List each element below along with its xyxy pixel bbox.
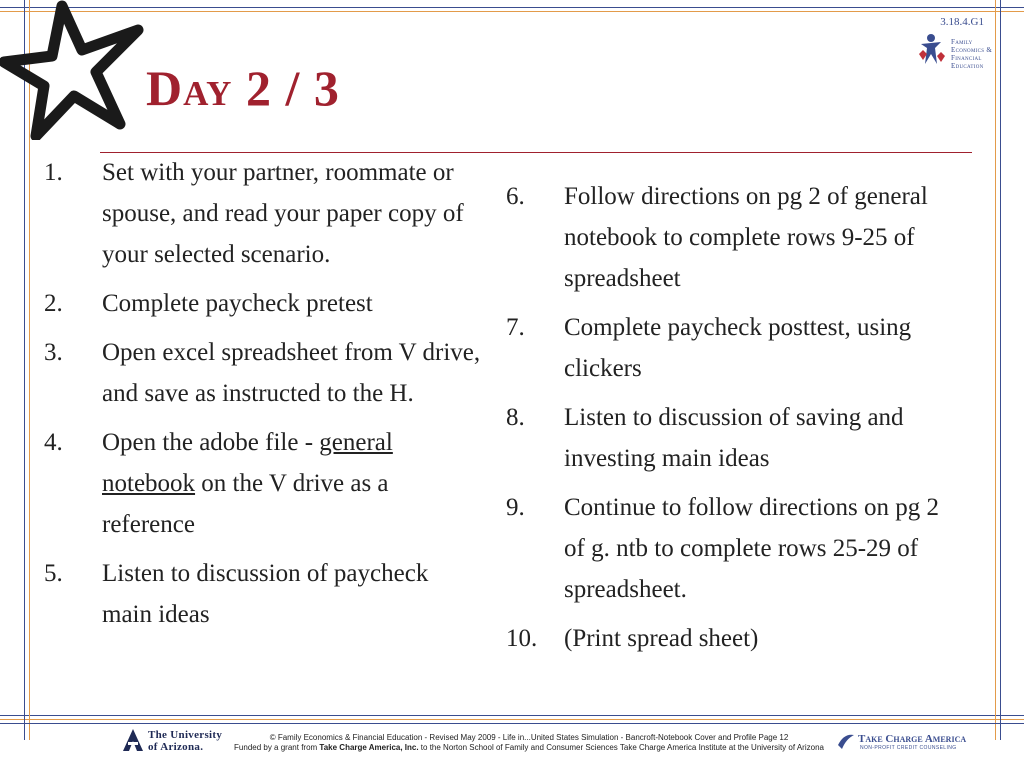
arizona-a-icon (122, 728, 144, 752)
item-number: 2. (44, 290, 63, 317)
ua-logo-line-1: The University (148, 729, 223, 741)
frame-line-bottom (0, 715, 1024, 716)
list-item (44, 422, 484, 545)
footer-text (232, 733, 826, 753)
list-item (44, 553, 484, 635)
fefe-line-1: Family (951, 38, 973, 46)
list-item (506, 487, 946, 610)
item-number: 4. (44, 429, 63, 456)
item-number: 7. (506, 314, 525, 341)
fefe-figure-icon (917, 32, 949, 68)
fefe-line-4: Education (951, 62, 984, 70)
tca-name: Take Charge America (858, 733, 967, 745)
frame-line-top-orange (0, 11, 1024, 12)
slide-title: Day 2 / 3 (146, 60, 340, 116)
university-of-arizona-logo (122, 728, 232, 756)
star-icon (0, 0, 150, 140)
take-charge-america-logo (836, 731, 976, 755)
frame-line-right-orange (995, 0, 996, 740)
frame-line-bottom-orange (0, 719, 1024, 720)
list-item (506, 307, 946, 389)
item-text: Complete paycheck pretest (102, 290, 373, 317)
ua-logo-line-2: of Arizona. (148, 741, 204, 753)
item-text: Open excel spreadsheet from V drive, and save as instructed to the H. (102, 339, 481, 407)
item-number: 8. (506, 404, 525, 431)
item-number: 9. (506, 494, 525, 521)
item-number: 5. (44, 560, 63, 587)
frame-line-right (1000, 0, 1001, 740)
general-notebook-link[interactable]: general notebook (102, 429, 393, 497)
item-text: Complete paycheck posttest, using clickers (564, 314, 912, 382)
item-text: Set with your partner, roommate or spouse, and read your paper copy of your selected scenario. (102, 159, 464, 268)
item-text: Follow directions on pg 2 of general notebook to complete rows 9-25 of spreadsheet (564, 183, 928, 292)
list-item (506, 176, 946, 299)
item-text-before: Open the adobe file - (102, 429, 320, 456)
item-text-after: on the V drive as a reference (102, 470, 389, 538)
tca-tagline: NON-PROFIT CREDIT COUNSELING (860, 745, 957, 751)
right-step-list (506, 176, 946, 667)
item-number: 6. (506, 183, 525, 210)
footer-divider (0, 723, 1024, 724)
list-item (44, 332, 484, 414)
footer-line-1: © Family Economics & Financial Education - Revised May 2009 - Life in...United States Simulation - Bancroft-Notebook Cover and Profile Page 12 (269, 733, 789, 742)
fefe-line-3: Financial (951, 54, 982, 62)
footer-line-2-before: Funded by a grant from (234, 743, 320, 752)
footer-line-2-bold: Take Charge America, Inc. (319, 743, 419, 752)
left-step-list (44, 152, 484, 643)
list-item (506, 618, 946, 659)
item-number: 1. (44, 159, 63, 186)
item-text: Listen to discussion of saving and investing main ideas (564, 404, 904, 472)
fefe-logo (917, 32, 997, 72)
item-number: 3. (44, 339, 63, 366)
list-item (44, 152, 484, 275)
footer-line-2-after: to the Norton School of Family and Consumer Sciences Take Charge America Institute at the University of Arizona (418, 743, 824, 752)
footer-line-2 (232, 743, 826, 753)
list-item (506, 397, 946, 479)
item-text: Continue to follow directions on pg 2 of g. ntb to complete rows 25-29 of spreadsheet. (564, 494, 939, 603)
fefe-line-2: Economics & (951, 46, 993, 54)
frame-line-top (0, 7, 1024, 8)
item-text: Listen to discussion of paycheck main ideas (102, 560, 429, 628)
list-item (44, 283, 484, 324)
item-number: 10. (506, 625, 538, 652)
slide-id-label: 3.18.4.G1 (940, 16, 984, 28)
tca-swoosh-icon (836, 731, 856, 751)
item-text: (Print spread sheet) (564, 625, 759, 652)
